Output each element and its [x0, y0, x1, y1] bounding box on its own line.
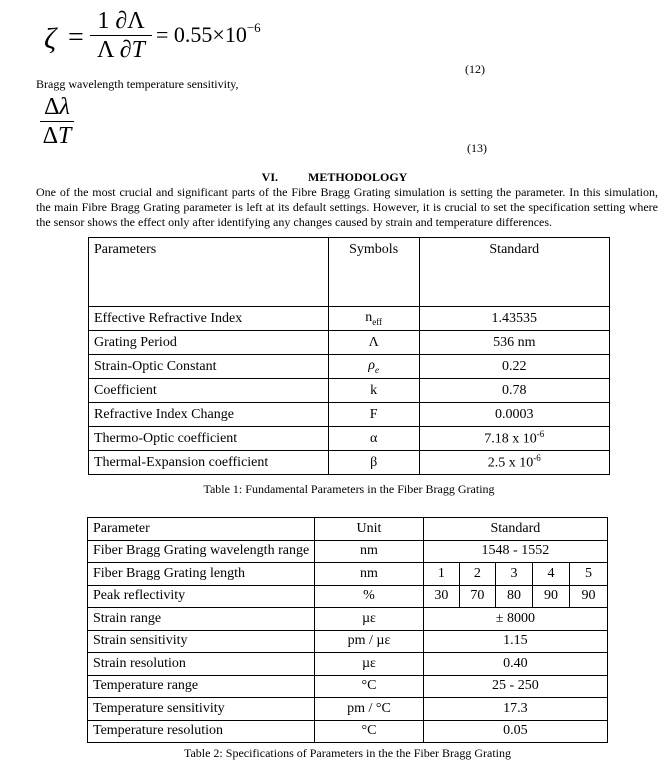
- parameter-cell: Strain sensitivity: [88, 630, 315, 653]
- symbol-cell: F: [328, 403, 419, 427]
- table-row: [88, 630, 608, 653]
- unit-cell: °C: [315, 675, 424, 698]
- eq13-denominator: [40, 123, 74, 149]
- standard-exponent: -6: [536, 429, 545, 440]
- standard-cell: 90: [532, 585, 569, 608]
- standard-cell: 1548 - 1552: [423, 540, 607, 563]
- standard-cell: 4: [532, 563, 569, 586]
- symbol-subscript: e: [375, 364, 379, 375]
- table-row: [89, 379, 610, 403]
- standard-cell: 80: [495, 585, 532, 608]
- eq12-rhs: [156, 22, 261, 48]
- unit-cell: %: [315, 585, 424, 608]
- table-row: [88, 608, 608, 631]
- equation-12-number: (12): [465, 62, 485, 76]
- parameter-cell: Temperature resolution: [88, 720, 315, 743]
- standard-cell: 90: [570, 585, 608, 608]
- standard-cell: 30: [423, 585, 459, 608]
- parameter-cell: Strain range: [88, 608, 315, 631]
- table-1-caption: Table 1: Fundamental Parameters in the Fiber Bragg Grating: [203, 482, 495, 496]
- symbol-base: ρ: [368, 358, 375, 374]
- standard-cell: 3: [495, 563, 532, 586]
- table-2-header-unit: Unit: [315, 518, 424, 541]
- bragg-sensitivity-label: Bragg wavelength temperature sensitivity,: [36, 77, 239, 91]
- standard-cell: 0.22: [419, 355, 609, 379]
- symbol-base: n: [365, 310, 373, 326]
- unit-cell: nm: [315, 563, 424, 586]
- eq12-numerator: 1 ∂Λ: [97, 8, 145, 34]
- unit-cell: pm / °C: [315, 698, 424, 721]
- standard-cell: 2: [459, 563, 495, 586]
- standard-cell: 536 nm: [419, 331, 609, 355]
- standard-cell: 1.15: [423, 630, 607, 653]
- eq12-fraction: [90, 8, 152, 63]
- table-1-header-standard: Standard: [419, 238, 609, 307]
- eq13-fraction-bar: [40, 121, 74, 122]
- standard-cell: 0.40: [423, 653, 607, 676]
- unit-cell: µɛ: [315, 608, 424, 631]
- standard-cell: 5: [570, 563, 608, 586]
- standard-cell: 0.0003: [419, 403, 609, 427]
- parameter-cell: Strain-Optic Constant: [89, 355, 329, 379]
- table-row: [88, 563, 608, 586]
- eq12-lhs: ζ: [44, 22, 57, 55]
- standard-cell: 70: [459, 585, 495, 608]
- parameter-cell: Grating Period: [89, 331, 329, 355]
- eq13-num-delta: Δ: [44, 94, 60, 120]
- standard-cell: ± 8000: [423, 608, 607, 631]
- equation-13: [40, 94, 74, 149]
- eq13-den-delta: Δ: [42, 123, 59, 149]
- eq13-num-var: λ: [59, 94, 70, 120]
- symbol-cell: [328, 307, 419, 331]
- symbol-cell: β: [328, 451, 419, 475]
- parameter-cell: Temperature sensitivity: [88, 698, 315, 721]
- eq12-equals: =: [68, 22, 84, 53]
- table-2: [87, 517, 608, 743]
- table-row: [89, 355, 610, 379]
- equation-13-number: (13): [467, 141, 487, 155]
- symbol-subscript: eff: [372, 316, 383, 327]
- eq12-den-b: T: [131, 37, 145, 63]
- table-row: [89, 331, 610, 355]
- section-title: METHODOLOGY: [308, 170, 408, 184]
- standard-cell: 0.78: [419, 379, 609, 403]
- parameter-cell: Thermal-Expansion coefficient: [89, 451, 329, 475]
- table-2-header-parameter: Parameter: [88, 518, 315, 541]
- standard-cell: 25 - 250: [423, 675, 607, 698]
- table-row: [88, 720, 608, 743]
- table-row: [88, 675, 608, 698]
- standard-exponent: -6: [533, 453, 541, 464]
- standard-cell: 1: [423, 563, 459, 586]
- parameter-cell: Effective Refractive Index: [89, 307, 329, 331]
- parameter-cell: Refractive Index Change: [89, 403, 329, 427]
- parameter-cell: Fiber Bragg Grating length: [88, 563, 315, 586]
- parameter-cell: Coefficient: [89, 379, 329, 403]
- table-2-caption: Table 2: Specifications of Parameters in the the Fiber Bragg Grating: [183, 746, 512, 760]
- methodology-paragraph: One of the most crucial and significant parts of the Fibre Bragg Grating simulation is setting the parameter. In this simulation, the main Fibre Bragg Grating parameter is left at its default settings. However, it is crucial to set the specification setting where the sensor shows the effect only after identifying any changes caused by strain and temperature differences.: [36, 185, 658, 229]
- table-1-header-symbols: Symbols: [328, 238, 419, 307]
- table-2-header-row: [88, 518, 608, 541]
- parameter-cell: Thermo-Optic coefficient: [89, 427, 329, 451]
- unit-cell: nm: [315, 540, 424, 563]
- table-1-header-parameters: Parameters: [89, 238, 329, 307]
- standard-base: 2.5 x 10: [487, 455, 534, 471]
- standard-cell: 1.43535: [419, 307, 609, 331]
- eq12-rhs-base: = 0.55×10: [156, 22, 247, 47]
- standard-cell: [419, 451, 609, 475]
- table-row: [88, 653, 608, 676]
- table-1-header-row: [89, 238, 610, 307]
- table-2-header-standard: Standard: [423, 518, 607, 541]
- table-row: [88, 698, 608, 721]
- section-heading: [0, 170, 669, 185]
- eq13-numerator: [40, 94, 74, 120]
- eq13-den-var: T: [58, 123, 72, 149]
- symbol-cell: Λ: [328, 331, 419, 355]
- table-row: [88, 585, 608, 608]
- symbol-cell: α: [328, 427, 419, 451]
- table-row: [89, 307, 610, 331]
- parameter-cell: Fiber Bragg Grating wavelength range: [88, 540, 315, 563]
- standard-cell: [419, 427, 609, 451]
- parameter-cell: Temperature range: [88, 675, 315, 698]
- eq12-den-a: Λ ∂: [97, 37, 132, 63]
- unit-cell: °C: [315, 720, 424, 743]
- eq12-rhs-exponent: −6: [246, 20, 261, 35]
- equation-12: [44, 8, 304, 64]
- standard-cell: 0.05: [423, 720, 607, 743]
- symbol-cell: [328, 355, 419, 379]
- table-row: [89, 403, 610, 427]
- table-row: [88, 540, 608, 563]
- table-row: [89, 451, 610, 475]
- parameter-cell: Strain resolution: [88, 653, 315, 676]
- section-number: VI.: [261, 170, 278, 184]
- table-row: [89, 427, 610, 451]
- unit-cell: µɛ: [315, 653, 424, 676]
- standard-cell: 17.3: [423, 698, 607, 721]
- parameter-cell: Peak reflectivity: [88, 585, 315, 608]
- eq12-fraction-bar: [90, 35, 152, 36]
- symbol-cell: k: [328, 379, 419, 403]
- standard-base: 7.18 x 10: [484, 431, 537, 447]
- table-1: [88, 237, 610, 475]
- eq12-denominator: [90, 37, 152, 63]
- unit-cell: pm / µɛ: [315, 630, 424, 653]
